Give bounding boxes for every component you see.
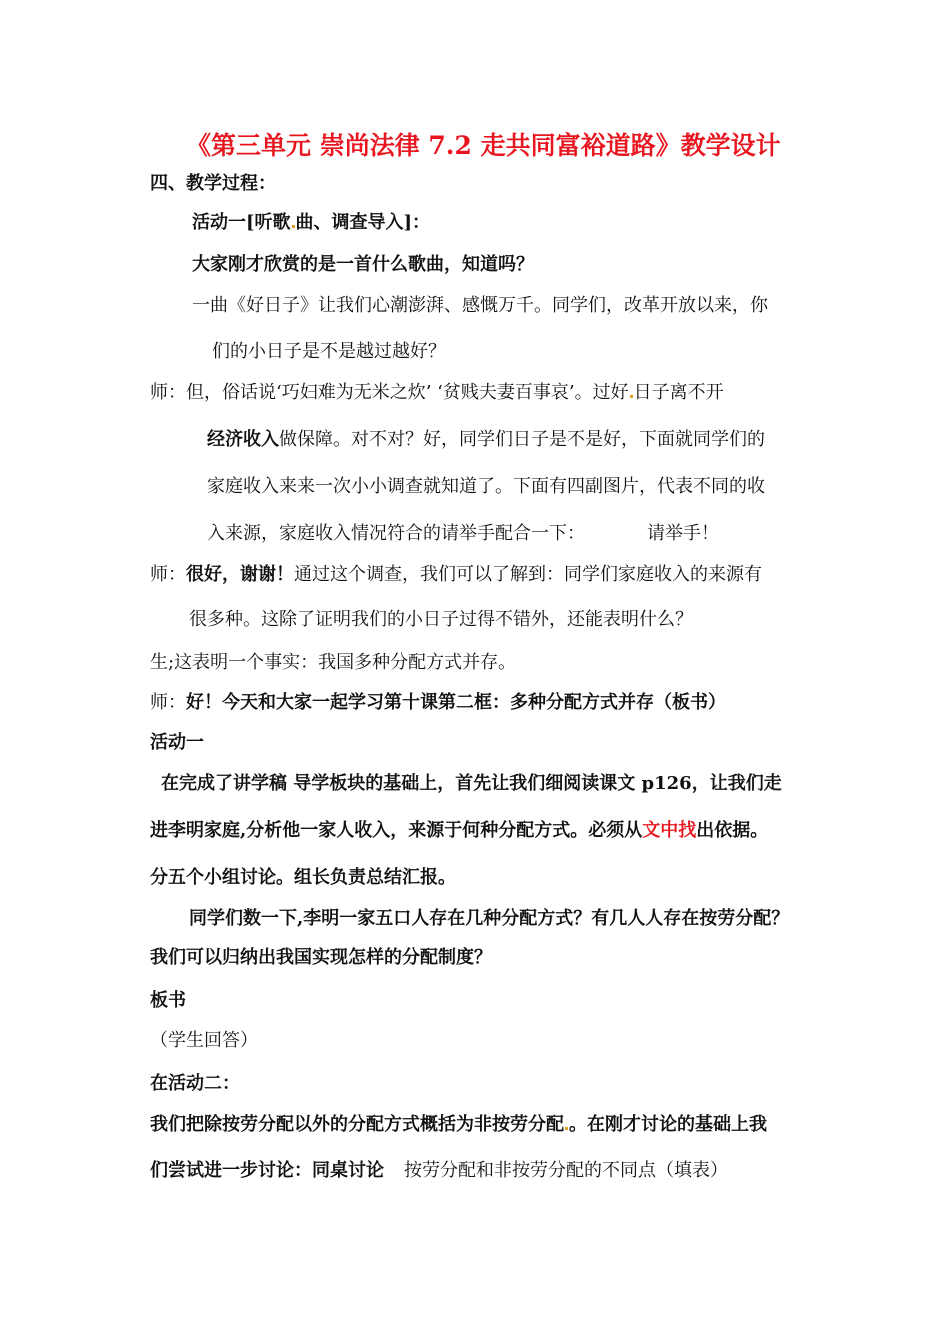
- activity1-heading: 活动一: [150, 732, 204, 753]
- teacher2-line2: 很多种。这除了证明我们的小日子过得不错外，还能表明什么？: [189, 609, 693, 630]
- activity1-line1: 在完成了讲学稿 导学板块的基础上，首先让我们细阅读课文 p126，让我们走: [161, 773, 782, 794]
- question2-line1: 同学们数一下,李明一家五口人存在几种分配方式？有几人人存在按劳分配？: [189, 908, 790, 929]
- teacher2-rest: 通过这个调查，我们可以了解到：同学们家庭收入的来源有: [294, 564, 762, 585]
- activity1-line3: 分五个小组讨论。组长负责总结汇报。: [150, 867, 456, 888]
- activity2-line1-b: 。在刚才讨论的基础上我: [569, 1114, 767, 1135]
- teacher2-prefix: 师：: [150, 564, 186, 585]
- teacher3-bold: 好！今天和大家一起学习第十课第二框：多种分配方式并存（板书）: [186, 692, 726, 713]
- marker-dot: [630, 395, 633, 398]
- teacher-line4-a: 入来源，家庭收入情况符合的请举手配合一下：: [207, 523, 585, 544]
- activity2-line1: [150, 1113, 767, 1137]
- teacher-line2: [207, 428, 765, 452]
- activity1-line2: [150, 819, 768, 843]
- activity2-line2: [150, 1159, 728, 1183]
- teacher-line1-b: 日子离不开: [633, 382, 724, 403]
- activity1-line2-b: 出依据。: [696, 820, 769, 841]
- teacher-line2-rest: 做保障。对不对？好，同学们日子是不是好，下面就同学们的: [279, 429, 765, 450]
- teacher2-line1: [150, 563, 762, 587]
- teacher3-line: [150, 691, 726, 715]
- teacher-line3: 家庭收入来来一次小小调查就知道了。下面有四副图片，代表不同的收: [207, 476, 765, 497]
- economic-income-bold: 经济收入: [207, 429, 279, 450]
- activity2-line1-a: 我们把除按劳分配以外的分配方式概括为非按劳分配: [150, 1114, 564, 1135]
- find-in-text-red: 文中找: [642, 820, 697, 841]
- teacher-line4: [207, 522, 719, 546]
- activity2-line2-bold: 们尝试进一步讨论：同桌讨论: [150, 1160, 384, 1181]
- student-answer: （学生回答）: [150, 1030, 258, 1051]
- marker-dot: [292, 225, 295, 228]
- activity-intro: [192, 211, 430, 235]
- student-line: 生;这表明一个事实：我国多种分配方式并存。: [150, 652, 517, 673]
- section-heading: 四、教学过程：: [150, 173, 276, 194]
- teacher-line4-b: 请举手！: [647, 523, 719, 544]
- teacher-line1-a: 师：但，俗话说‘巧妇难为无米之炊’ ‘贫贱夫妻百事哀’。过好: [150, 382, 629, 403]
- activity-intro-text-b: 曲、调查导入]：: [295, 212, 431, 233]
- question-song: 大家刚才欣赏的是一首什么歌曲，知道吗？: [192, 254, 534, 275]
- board-label: 板书: [150, 990, 186, 1011]
- activity-intro-text-a: 活动一[听歌: [192, 212, 291, 233]
- marker-dot: [565, 1127, 568, 1130]
- teacher2-bold: 很好，谢谢！: [186, 564, 294, 585]
- para1-line1: 一曲《好日子》让我们心潮澎湃、感慨万千。同学们，改革开放以来，你: [192, 295, 768, 316]
- teacher-line1: [150, 381, 724, 405]
- activity2-line2-rest: 按劳分配和非按劳分配的不同点（填表）: [404, 1160, 728, 1181]
- activity1-line2-a: 进李明家庭,分析他一家人收入，来源于何种分配方式。必须从: [150, 820, 643, 841]
- question2-line2: 我们可以归纳出我国实现怎样的分配制度？: [150, 947, 492, 968]
- teacher3-prefix: 师：: [150, 692, 186, 713]
- document-title: 《第三单元 崇尚法律 7.2 走共同富裕道路》教学设计: [186, 131, 781, 160]
- para1-line2: 们的小日子是不是越过越好？: [212, 341, 446, 362]
- activity2-heading: 在活动二：: [150, 1073, 240, 1094]
